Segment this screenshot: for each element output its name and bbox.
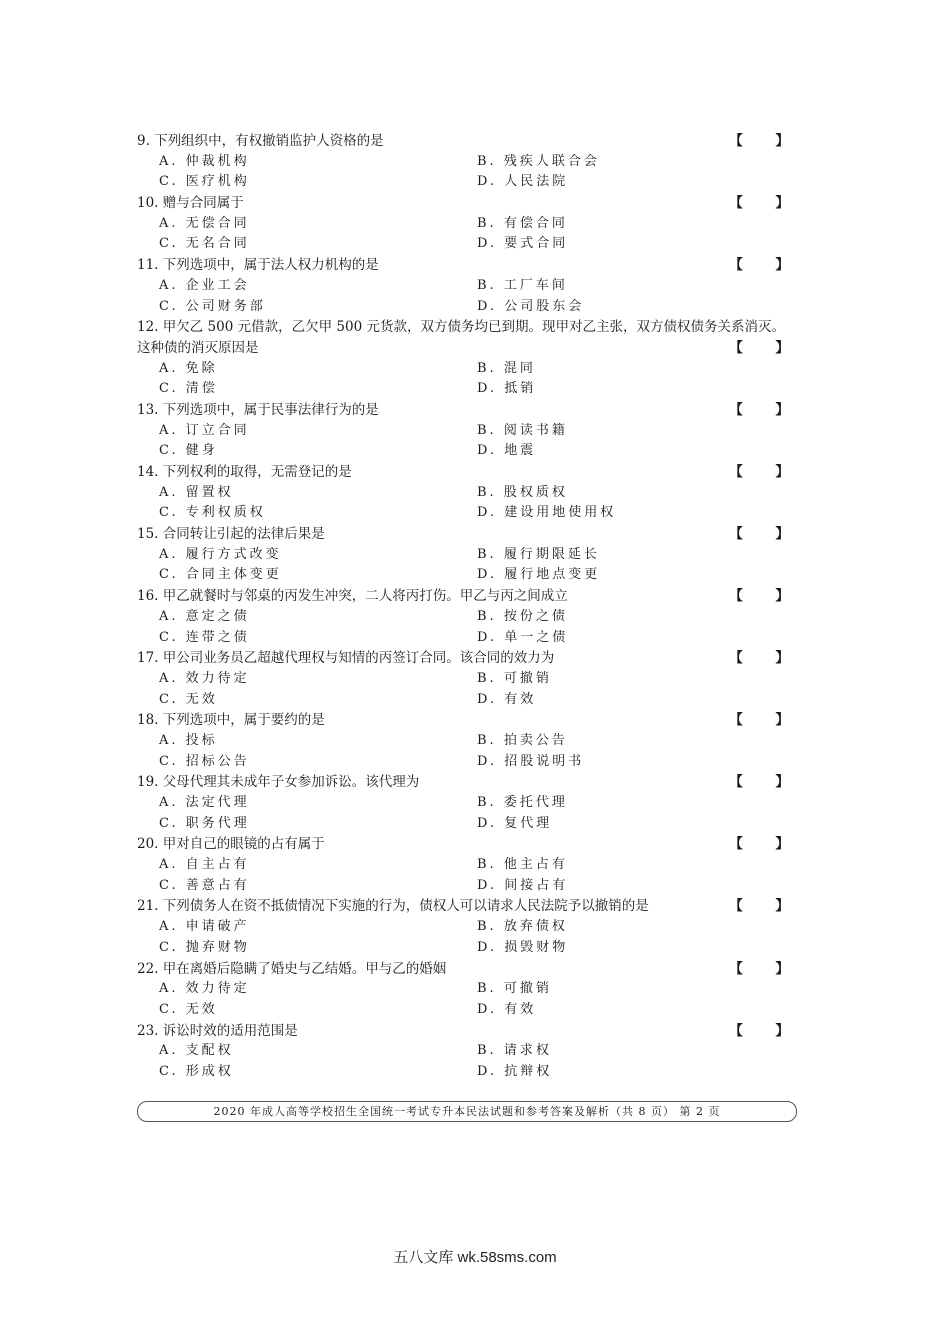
answer-option: B. 放弃债权 xyxy=(477,919,568,935)
question-item xyxy=(137,462,807,524)
question-stem: 19. 父母代理其未成年子女参加诉讼。该代理为 xyxy=(137,774,420,791)
question-stem: 14. 下列权利的取得，无需登记的是 xyxy=(137,464,352,481)
answer-option: A. 免除 xyxy=(159,360,218,376)
option-grid xyxy=(137,731,807,772)
answer-bracket: 【 】 xyxy=(729,588,803,605)
answer-option: B. 有偿合同 xyxy=(477,215,568,231)
answer-option: C. 招标公告 xyxy=(159,753,250,769)
answer-option: B. 履行期限延长 xyxy=(477,546,600,562)
answer-bracket: 【 】 xyxy=(729,257,803,274)
question-item xyxy=(137,131,807,193)
answer-option: C. 合同主体变更 xyxy=(159,567,282,583)
answer-option: C. 职务代理 xyxy=(159,815,250,831)
option-grid xyxy=(137,1041,807,1082)
answer-option: C. 医疗机构 xyxy=(159,174,250,190)
answer-option: C. 专利权质权 xyxy=(159,505,266,521)
answer-option: B. 拍卖公告 xyxy=(477,732,568,748)
option-grid xyxy=(137,607,807,648)
answer-option: B. 按份之债 xyxy=(477,608,568,624)
question-stem: 22. 甲在离婚后隐瞒了婚史与乙结婚。甲与乙的婚姻 xyxy=(137,960,447,977)
question-stem: 11. 下列选项中，属于法人权力机构的是 xyxy=(137,257,379,274)
answer-option: B. 可撤销 xyxy=(477,981,552,997)
option-grid xyxy=(137,917,807,958)
answer-option: D. 人民法院 xyxy=(477,174,569,190)
question-item xyxy=(137,524,807,586)
question-stem: 15. 合同转让引起的法律后果是 xyxy=(137,526,325,543)
answer-option: D. 有效 xyxy=(477,1001,537,1017)
answer-bracket: 【 】 xyxy=(729,712,803,729)
answer-bracket: 【 】 xyxy=(729,1022,803,1039)
answer-option: D. 公司股东会 xyxy=(477,298,585,314)
question-item xyxy=(137,648,807,710)
option-grid xyxy=(137,979,807,1020)
question-item xyxy=(137,317,807,400)
answer-option: A. 申请破产 xyxy=(159,919,250,935)
answer-option: C. 连带之债 xyxy=(159,629,250,645)
answer-option: D. 地震 xyxy=(477,443,537,459)
question-item xyxy=(137,834,807,896)
answer-option: C. 无效 xyxy=(159,691,218,707)
answer-option: C. 抛弃财物 xyxy=(159,939,250,955)
option-grid xyxy=(137,421,807,462)
answer-bracket: 【 】 xyxy=(729,836,803,853)
answer-option: A. 仲裁机构 xyxy=(159,153,250,169)
answer-option: C. 形成权 xyxy=(159,1063,234,1079)
answer-option: A. 投标 xyxy=(159,732,218,748)
question-item xyxy=(137,959,807,1021)
answer-bracket: 【 】 xyxy=(729,133,803,149)
question-item xyxy=(137,193,807,255)
answer-option: B. 混同 xyxy=(477,360,536,376)
answer-option: D. 复代理 xyxy=(477,815,553,831)
answer-option: B. 委托代理 xyxy=(477,795,568,811)
answer-option: A. 支配权 xyxy=(159,1043,234,1059)
answer-bracket: 【 】 xyxy=(729,195,803,212)
answer-option: B. 阅读书籍 xyxy=(477,422,568,438)
answer-bracket: 【 】 xyxy=(729,960,803,977)
answer-option: B. 残疾人联合会 xyxy=(477,153,600,169)
answer-option: C. 公司财务部 xyxy=(159,298,266,314)
answer-option: C. 清偿 xyxy=(159,381,218,397)
answer-bracket: 【 】 xyxy=(729,650,803,667)
answer-option: A. 效力待定 xyxy=(159,670,250,686)
question-stem: 9. 下列组织中，有权撤销监护人资格的是 xyxy=(137,133,384,149)
answer-bracket: 【 】 xyxy=(729,464,803,481)
question-item xyxy=(137,710,807,772)
answer-bracket: 【 】 xyxy=(729,526,803,543)
answer-option: B. 工厂车间 xyxy=(477,277,568,293)
answer-option: C. 无名合同 xyxy=(159,236,250,252)
question-stem: 18. 下列选项中，属于要约的是 xyxy=(137,712,325,729)
question-stem: 16. 甲乙就餐时与邻桌的丙发生冲突，二人将丙打伤。甲乙与丙之间成立 xyxy=(137,588,568,605)
question-item xyxy=(137,255,807,317)
option-grid xyxy=(137,545,807,586)
answer-option: A. 企业工会 xyxy=(159,277,250,293)
question-stem: 20. 甲对自己的眼镜的占有属于 xyxy=(137,836,325,853)
question-item xyxy=(137,896,807,958)
answer-option: A. 无偿合同 xyxy=(159,215,250,231)
answer-option: D. 单一之债 xyxy=(477,629,569,645)
answer-option: D. 间接占有 xyxy=(477,877,569,893)
answer-option: D. 建设用地使用权 xyxy=(477,505,617,521)
option-grid xyxy=(137,855,807,896)
answer-option: A. 履行方式改变 xyxy=(159,546,282,562)
page-footer: 2020 年成人高等学校招生全国统一考试专升本民法试题和参考答案及解析（共 8 页） 第 2 页 xyxy=(137,1101,797,1122)
option-grid xyxy=(137,483,807,524)
answer-option: D. 抵销 xyxy=(477,381,537,397)
option-grid xyxy=(137,214,807,255)
answer-option: D. 招股说明书 xyxy=(477,753,585,769)
question-item xyxy=(137,586,807,648)
option-grid xyxy=(137,359,807,400)
option-grid xyxy=(137,152,807,193)
question-item xyxy=(137,772,807,834)
option-grid xyxy=(137,276,807,317)
question-stem: 17. 甲公司业务员乙超越代理权与知情的丙签订合同。该合同的效力为 xyxy=(137,650,555,667)
answer-option: A. 订立合同 xyxy=(159,422,250,438)
option-grid xyxy=(137,669,807,710)
question-stem: 13. 下列选项中，属于民事法律行为的是 xyxy=(137,401,379,418)
answer-option: C. 无效 xyxy=(159,1001,218,1017)
answer-option: A. 意定之债 xyxy=(159,608,250,624)
question-item xyxy=(137,400,807,462)
answer-option: B. 股权质权 xyxy=(477,484,568,500)
answer-option: D. 有效 xyxy=(477,691,537,707)
answer-option: A. 法定代理 xyxy=(159,795,250,811)
answer-bracket: 【 】 xyxy=(729,339,803,356)
answer-option: C. 健身 xyxy=(159,443,218,459)
watermark-text: 五八文库 wk.58sms.com xyxy=(393,1249,557,1266)
question-stem: 21. 下列债务人在资不抵债情况下实施的行为，债权人可以请求人民法院予以撤销的是 xyxy=(137,898,649,915)
answer-option: D. 履行地点变更 xyxy=(477,567,601,583)
answer-option: A. 自主占有 xyxy=(159,857,250,873)
answer-option: D. 抗辩权 xyxy=(477,1063,553,1079)
question-item xyxy=(137,1021,807,1083)
answer-option: A. 效力待定 xyxy=(159,981,250,997)
option-grid xyxy=(137,793,807,834)
answer-option: B. 他主占有 xyxy=(477,857,568,873)
answer-bracket: 【 】 xyxy=(729,401,803,418)
question-stem: 12. 甲欠乙 500 元借款，乙欠甲 500 元货款，双方债务均已到期。现甲对乙主张，双方债权债务关系消灭。这种债的消灭原因是 xyxy=(137,319,785,356)
answer-bracket: 【 】 xyxy=(729,898,803,915)
question-stem: 10. 赠与合同属于 xyxy=(137,195,244,212)
answer-option: D. 要式合同 xyxy=(477,236,569,252)
answer-option: D. 损毁财物 xyxy=(477,939,569,955)
question-stem: 23. 诉讼时效的适用范围是 xyxy=(137,1022,298,1039)
answer-bracket: 【 】 xyxy=(729,774,803,791)
answer-option: B. 请求权 xyxy=(477,1043,552,1059)
answer-option: C. 善意占有 xyxy=(159,877,250,893)
answer-option: B. 可撤销 xyxy=(477,670,552,686)
question-list xyxy=(137,131,807,1083)
answer-option: A. 留置权 xyxy=(159,484,234,500)
